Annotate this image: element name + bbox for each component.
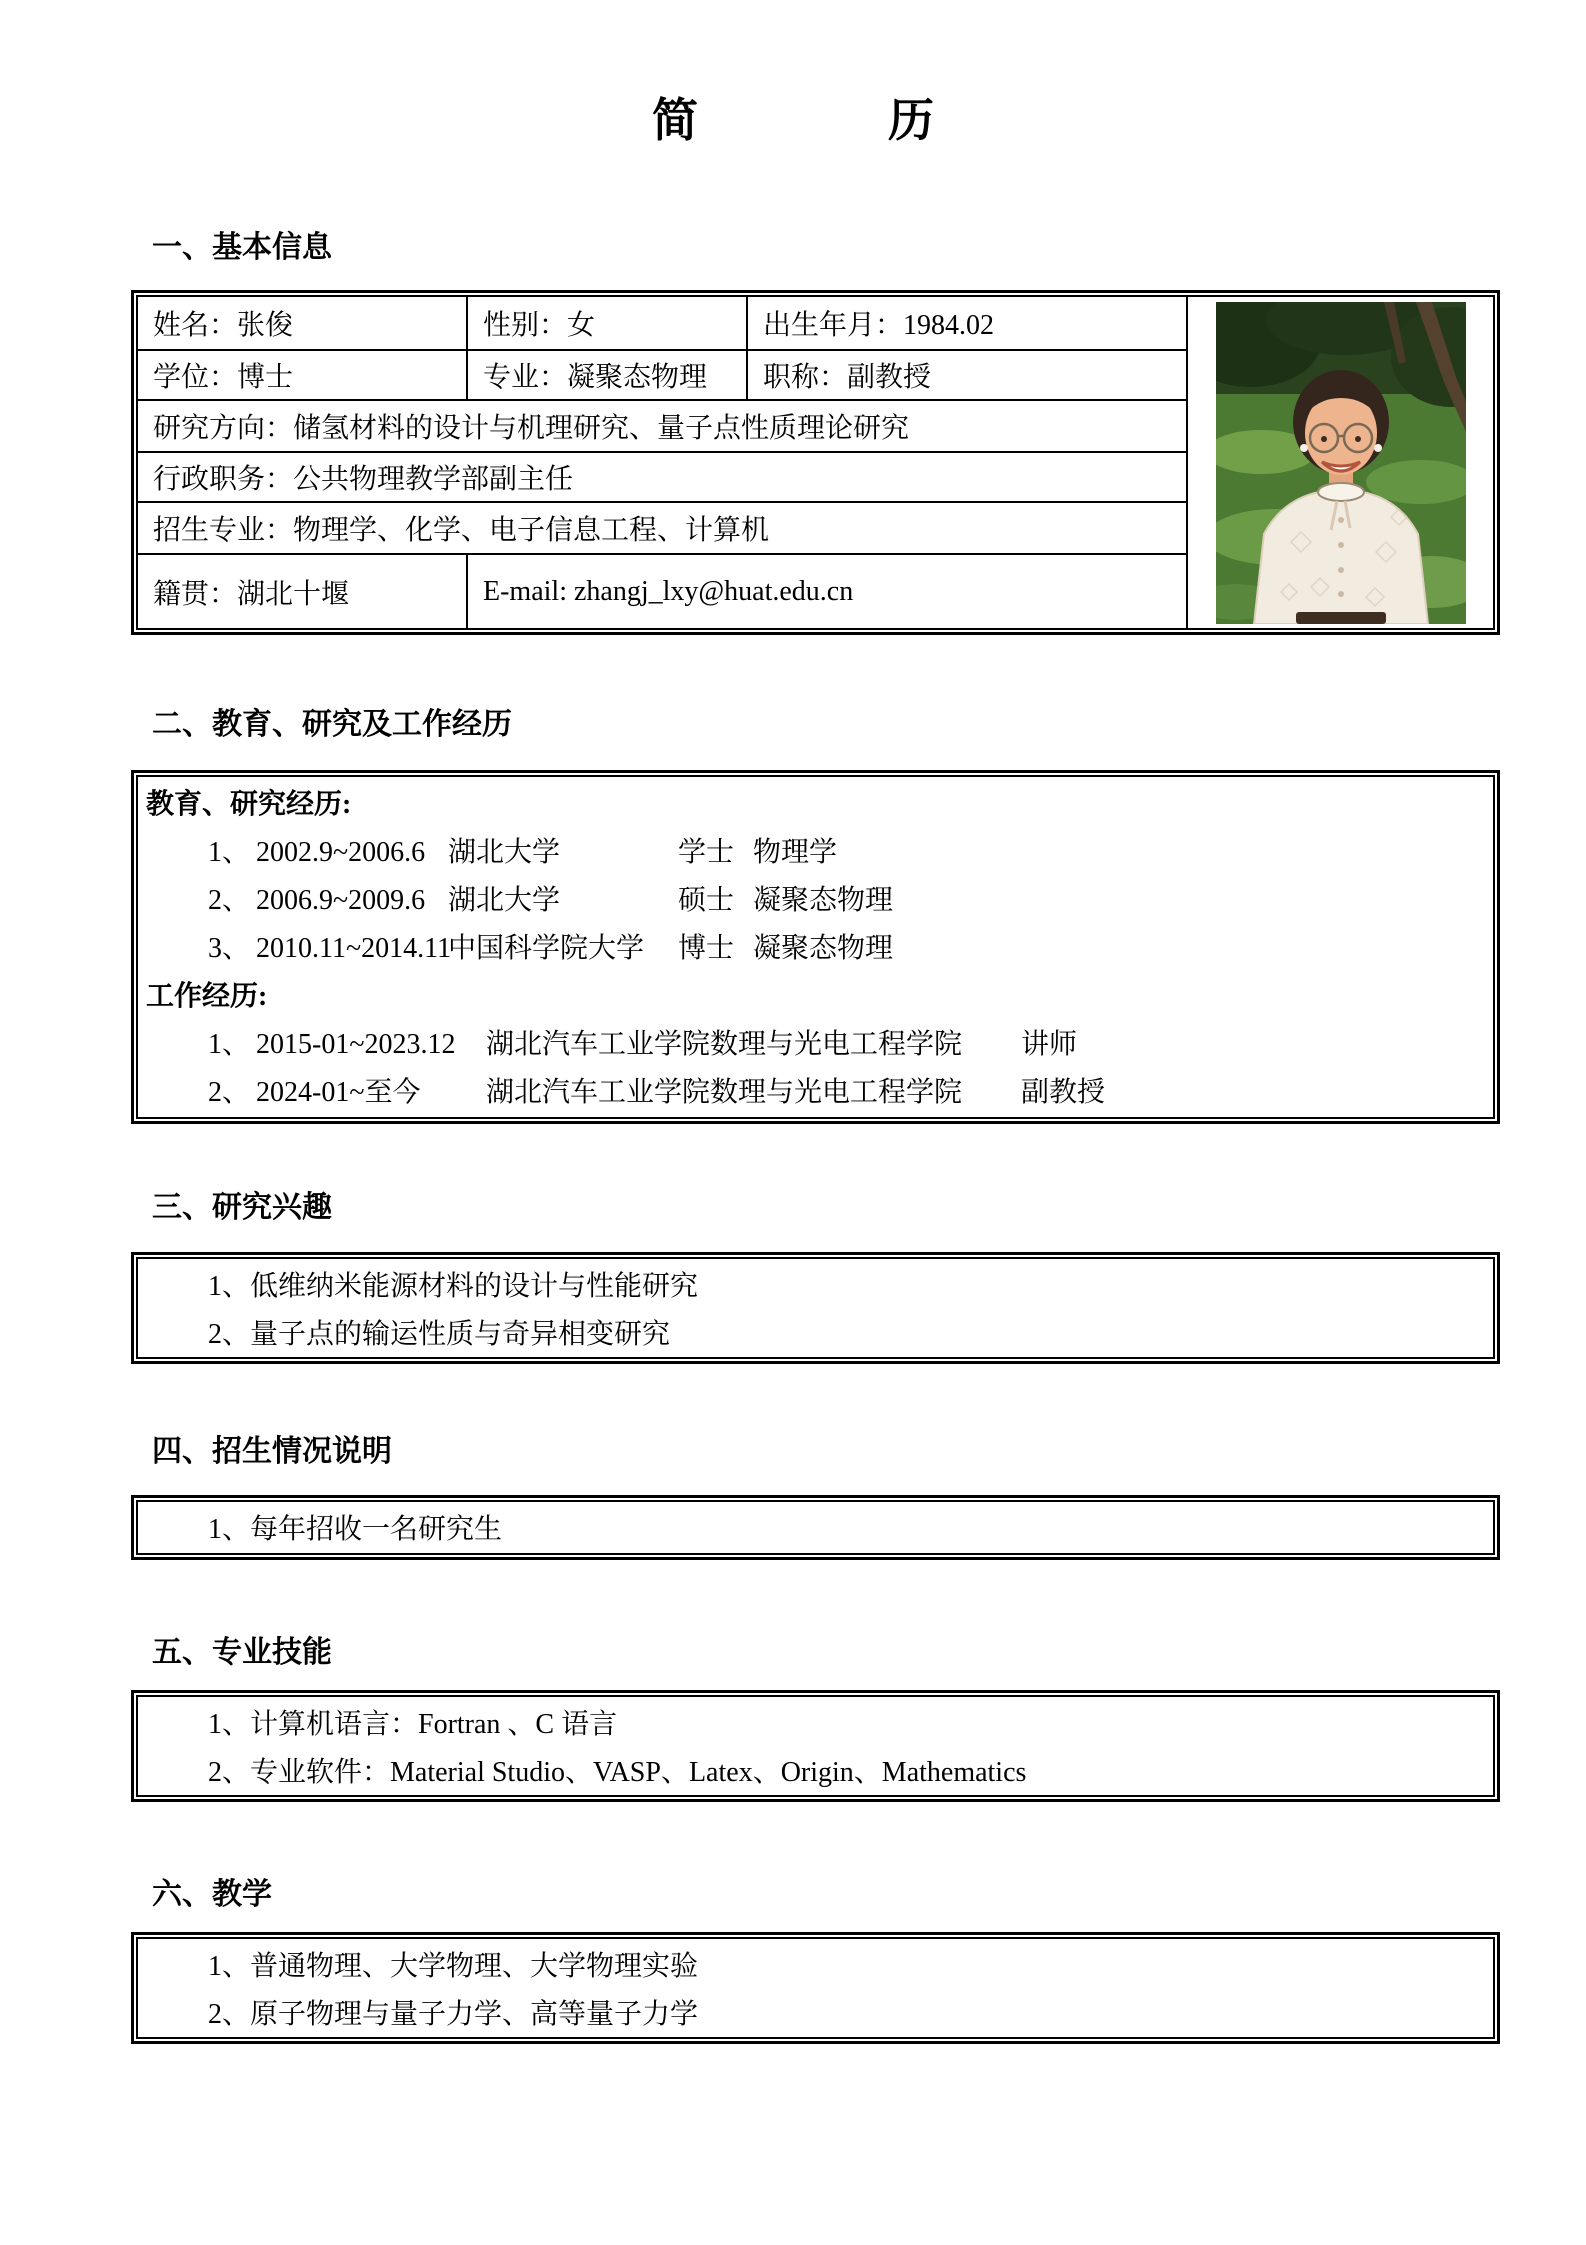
- basic-info-table: [136, 295, 1495, 630]
- work-label: 工作经历:: [146, 981, 268, 1012]
- list-item: 1、计算机语言：Fortran 、C 语言: [208, 1709, 618, 1740]
- email-cell: E-mail: zhangj_lxy@huat.edu.cn: [467, 554, 1187, 629]
- major-cell: 专业：凝聚态物理: [467, 350, 747, 400]
- photo-cell: [1187, 296, 1494, 629]
- gender-cell: 性别：女: [467, 296, 747, 350]
- list-item: 2、专业软件：Material Studio、VASP、Latex、Origin、Mathematics: [208, 1757, 1027, 1788]
- list-item: 1、每年招收一名研究生: [208, 1514, 503, 1545]
- skills-box: [131, 1690, 1500, 1802]
- teaching-box: [131, 1932, 1500, 2044]
- work-item: 1、 2015-01~2023.12 湖北汽车工业学院数理与光电工程学院 讲师: [208, 1029, 1078, 1060]
- table-row: [137, 296, 1494, 350]
- experience-box: [131, 770, 1500, 1124]
- section-heading-teaching: 六、教学: [152, 1878, 272, 1911]
- list-item: 2、原子物理与量子力学、高等量子力学: [208, 1999, 699, 2030]
- work-item: 2、 2024-01~至今 湖北汽车工业学院数理与光电工程学院 副教授: [208, 1077, 1106, 1108]
- education-item: 1、 2002.9~2006.6 湖北大学 学士 物理学: [208, 837, 838, 868]
- title-cell: 职称：副教授: [747, 350, 1187, 400]
- education-item: 3、 2010.11~2014.11中国科学院大学 博士 凝聚态物理: [208, 933, 894, 964]
- basic-info-table-frame: [131, 290, 1500, 635]
- page-title: 简历: [652, 95, 1124, 146]
- name-cell: 姓名：张俊: [137, 296, 467, 350]
- section-heading-experience: 二、教育、研究及工作经历: [152, 708, 512, 741]
- admin-post-cell: 行政职务：公共物理教学部副主任: [137, 452, 1187, 502]
- education-item: 2、 2006.9~2009.6 湖北大学 硕士 凝聚态物理: [208, 885, 894, 916]
- research-direction-cell: 研究方向：储氢材料的设计与机理研究、量子点性质理论研究: [137, 400, 1187, 452]
- birth-cell: 出生年月：1984.02: [747, 296, 1187, 350]
- education-label: 教育、研究经历:: [146, 789, 352, 820]
- hometown-cell: 籍贯：湖北十堰: [137, 554, 467, 629]
- list-item: 2、量子点的输运性质与奇异相变研究: [208, 1319, 671, 1350]
- interests-box: [131, 1252, 1500, 1364]
- section-heading-skills: 五、专业技能: [152, 1636, 332, 1669]
- enroll-major-cell: 招生专业：物理学、化学、电子信息工程、计算机: [137, 502, 1187, 554]
- section-heading-interests: 三、研究兴趣: [152, 1191, 332, 1224]
- list-item: 1、普通物理、大学物理、大学物理实验: [208, 1951, 699, 1982]
- profile-photo: [1216, 302, 1466, 624]
- degree-cell: 学位：博士: [137, 350, 467, 400]
- section-heading-admission: 四、招生情况说明: [152, 1435, 392, 1468]
- admission-box: [131, 1495, 1500, 1560]
- list-item: 1、低维纳米能源材料的设计与性能研究: [208, 1271, 699, 1302]
- section-heading-basic-info: 一、基本信息: [152, 231, 332, 264]
